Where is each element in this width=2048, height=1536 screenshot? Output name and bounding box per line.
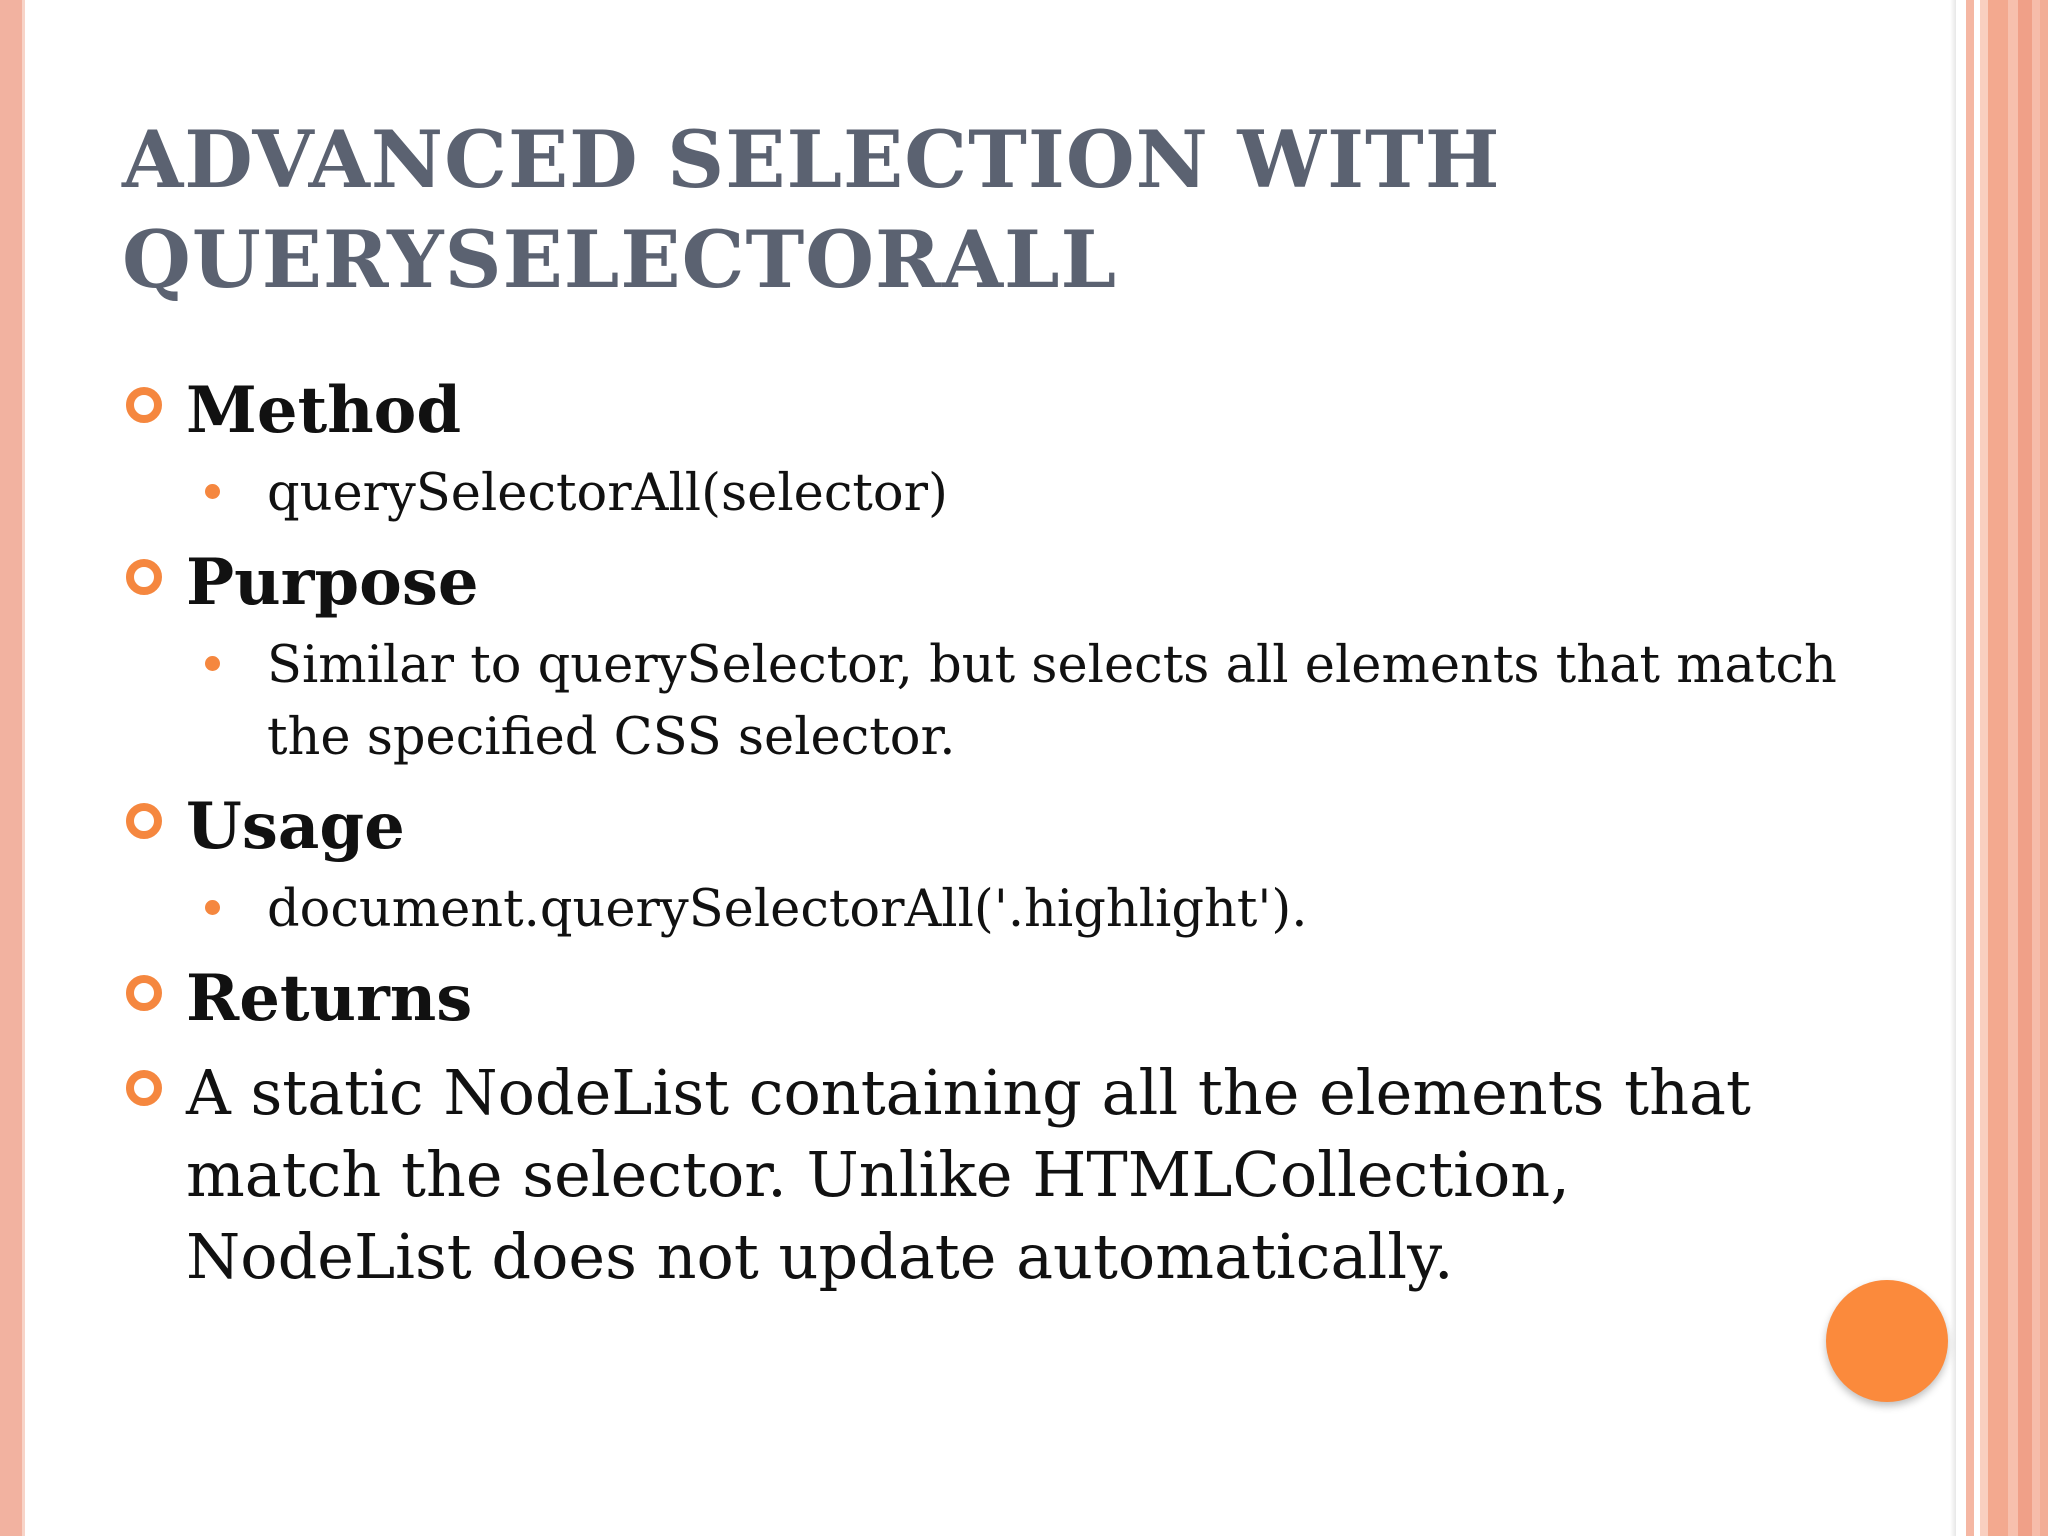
bullet-heading: Usage	[186, 789, 405, 864]
sub-bullet-text: querySelectorAll(selector)	[267, 464, 948, 523]
sub-bullet-purpose	[122, 630, 1887, 774]
slide-title	[122, 110, 1822, 310]
slide-body	[122, 370, 1837, 1298]
sub-bullet-method	[122, 458, 1822, 530]
bullet-method	[122, 370, 1822, 452]
orange-ring-icon	[126, 803, 162, 839]
bullet-usage	[122, 786, 1822, 868]
orange-ring-icon	[126, 1070, 162, 1106]
bullet-purpose	[122, 542, 1822, 624]
title-line-1: ADVANCED SELECTION WITH	[122, 113, 1501, 206]
sub-bullet-text: document.querySelectorAll('.highlight').	[267, 880, 1308, 939]
right-stripes-decoration	[1956, 0, 2048, 1536]
sub-bullet-usage	[122, 874, 1822, 946]
orange-dot-icon	[205, 900, 220, 915]
orange-dot-icon	[205, 656, 220, 671]
bullet-heading: Returns	[186, 961, 473, 1036]
orange-circle-decoration	[1826, 1280, 1948, 1402]
title-line-2: QUERYSELECTORALL	[122, 213, 1118, 306]
orange-dot-icon	[205, 484, 220, 499]
orange-ring-icon	[126, 975, 162, 1011]
sub-bullet-text: Similar to querySelector, but selects all elements that match the specified CSS selector.	[267, 636, 1837, 767]
orange-ring-icon	[126, 387, 162, 423]
orange-ring-icon	[126, 559, 162, 595]
bullet-heading: Purpose	[186, 545, 479, 620]
bullet-returns	[122, 958, 1822, 1040]
bullet-heading: Method	[186, 373, 462, 448]
left-border-decoration	[0, 0, 22, 1536]
left-border-accent	[22, 0, 25, 1536]
bullet-returns-description	[122, 1052, 1766, 1298]
bullet-text: A static NodeList containing all the elements that match the selector. Unlike HTMLCollection, NodeList does not update automatically.	[186, 1056, 1751, 1293]
